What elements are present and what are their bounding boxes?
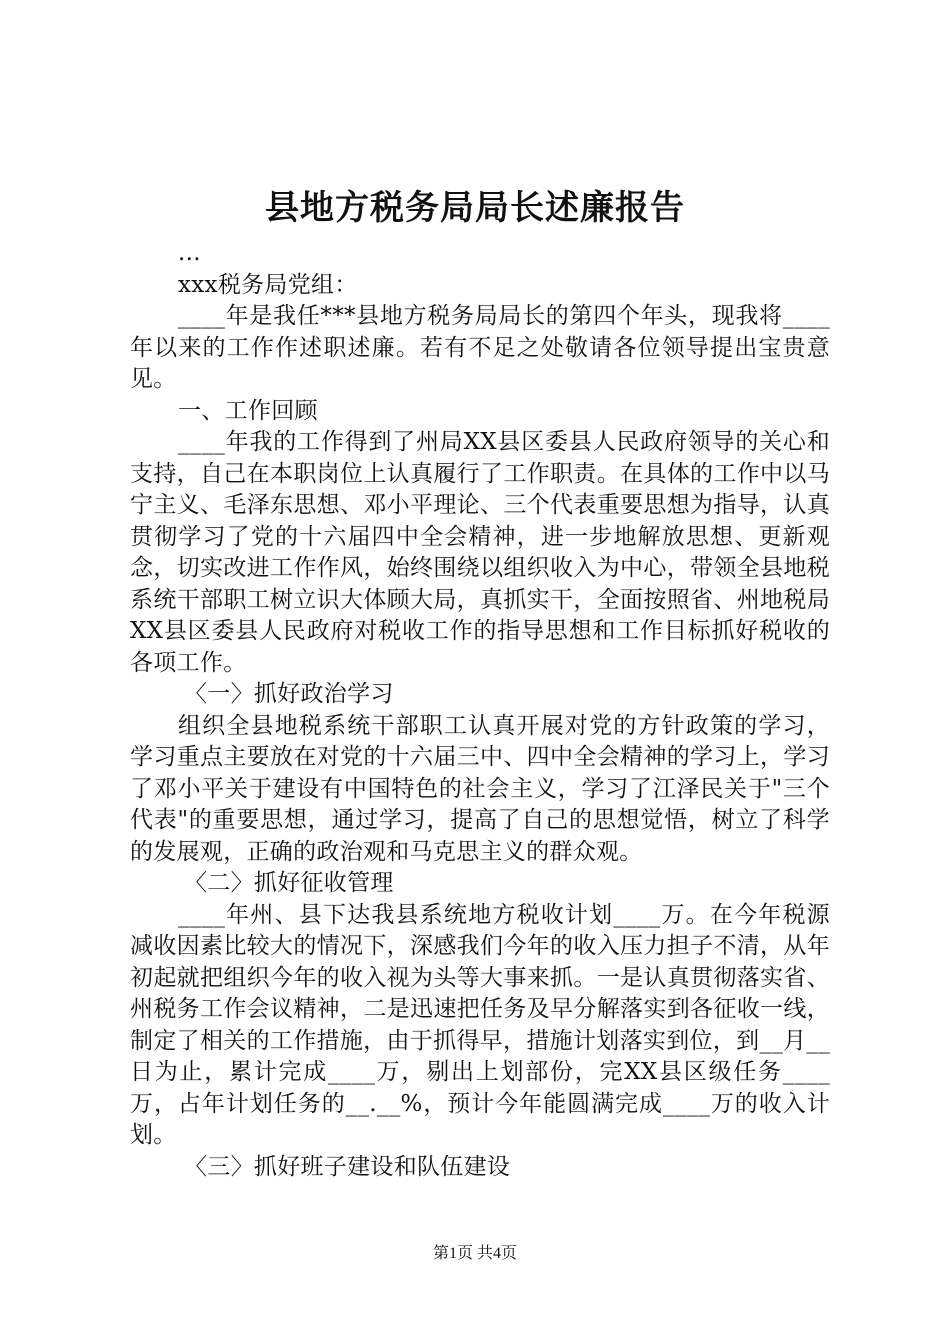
subsection-heading: 〈一〉抓好政治学习 <box>184 681 394 707</box>
section-heading: 一、工作回顾 <box>178 397 318 424</box>
subsection-heading: 〈二〉抓好征收管理 <box>184 870 394 896</box>
paragraph-political-study: 组织全县地税系统干部职工认真开展对党的方针政策的学习，学习重点主要放在对党的十六届三中、四中全会精神的学习上，学习了邓小平关于建设有中国特色的社会主义，学习了江泽民关于"三个代表"的重要思想，通过学习，提高了自己的思想觉悟，树立了科学的发展观，正确的政治观和马克思主义的群众观。 <box>130 712 830 865</box>
subsection-heading: 〈三〉抓好班子建设和队伍建设 <box>184 1153 511 1180</box>
page-footer: 第1页 共4页 <box>432 1245 517 1262</box>
paragraph-ellipsis: ... <box>178 240 201 266</box>
document-title: 县地方税务局局长述廉报告 <box>265 188 685 228</box>
paragraph-intro: ____年是我任***县地方税务局局长的第四个年头，现我将____年以来的工作作述职述廉。若有不足之处敬请各位领导提出宝贵意见。 <box>130 303 830 392</box>
paragraph-salutation: xxx税务局党组： <box>178 271 358 298</box>
paragraph-review: ____年我的工作得到了州局XX县区委县人民政府领导的关心和支持，自己在本职岗位上认真履行了工作职责。在具体的工作中以马宁主义、毛泽东思想、邓小平理论、三个代表重要思想为指导，认真贯彻学习了党的十六届四中全会精神，进一步地解放思想、更新观念，切实改进工作作风，始终围绕以组织收入为中心，带领全县地税系统干部职工树立识大体顾大局，真抓实干，全面按照省、州地税局XX县区委县人民政府对税收工作的指导思想和工作目标抓好税收的各项工作。 <box>130 429 830 676</box>
paragraph-collection: ____年州、县下达我县系统地方税收计划____万。在今年税源减收因素比较大的情况下，深感我们今年的收入压力担子不清，从年初起就把组织今年的收入视为头等大事来抓。一是认真贯彻落实省、州税务工作会议精神，二是迅速把任务及早分解落实到各征收一线，制定了相关的工作措施，由于抓得早，措施计划落实到位，到__月__日为止，累计完成____万，剔出上划部份，完XX县区级任务____万，占年计划任务的__.__%，预计今年能圆满完成____万的收入计划。 <box>130 901 830 1148</box>
document-body <box>130 238 830 1183</box>
